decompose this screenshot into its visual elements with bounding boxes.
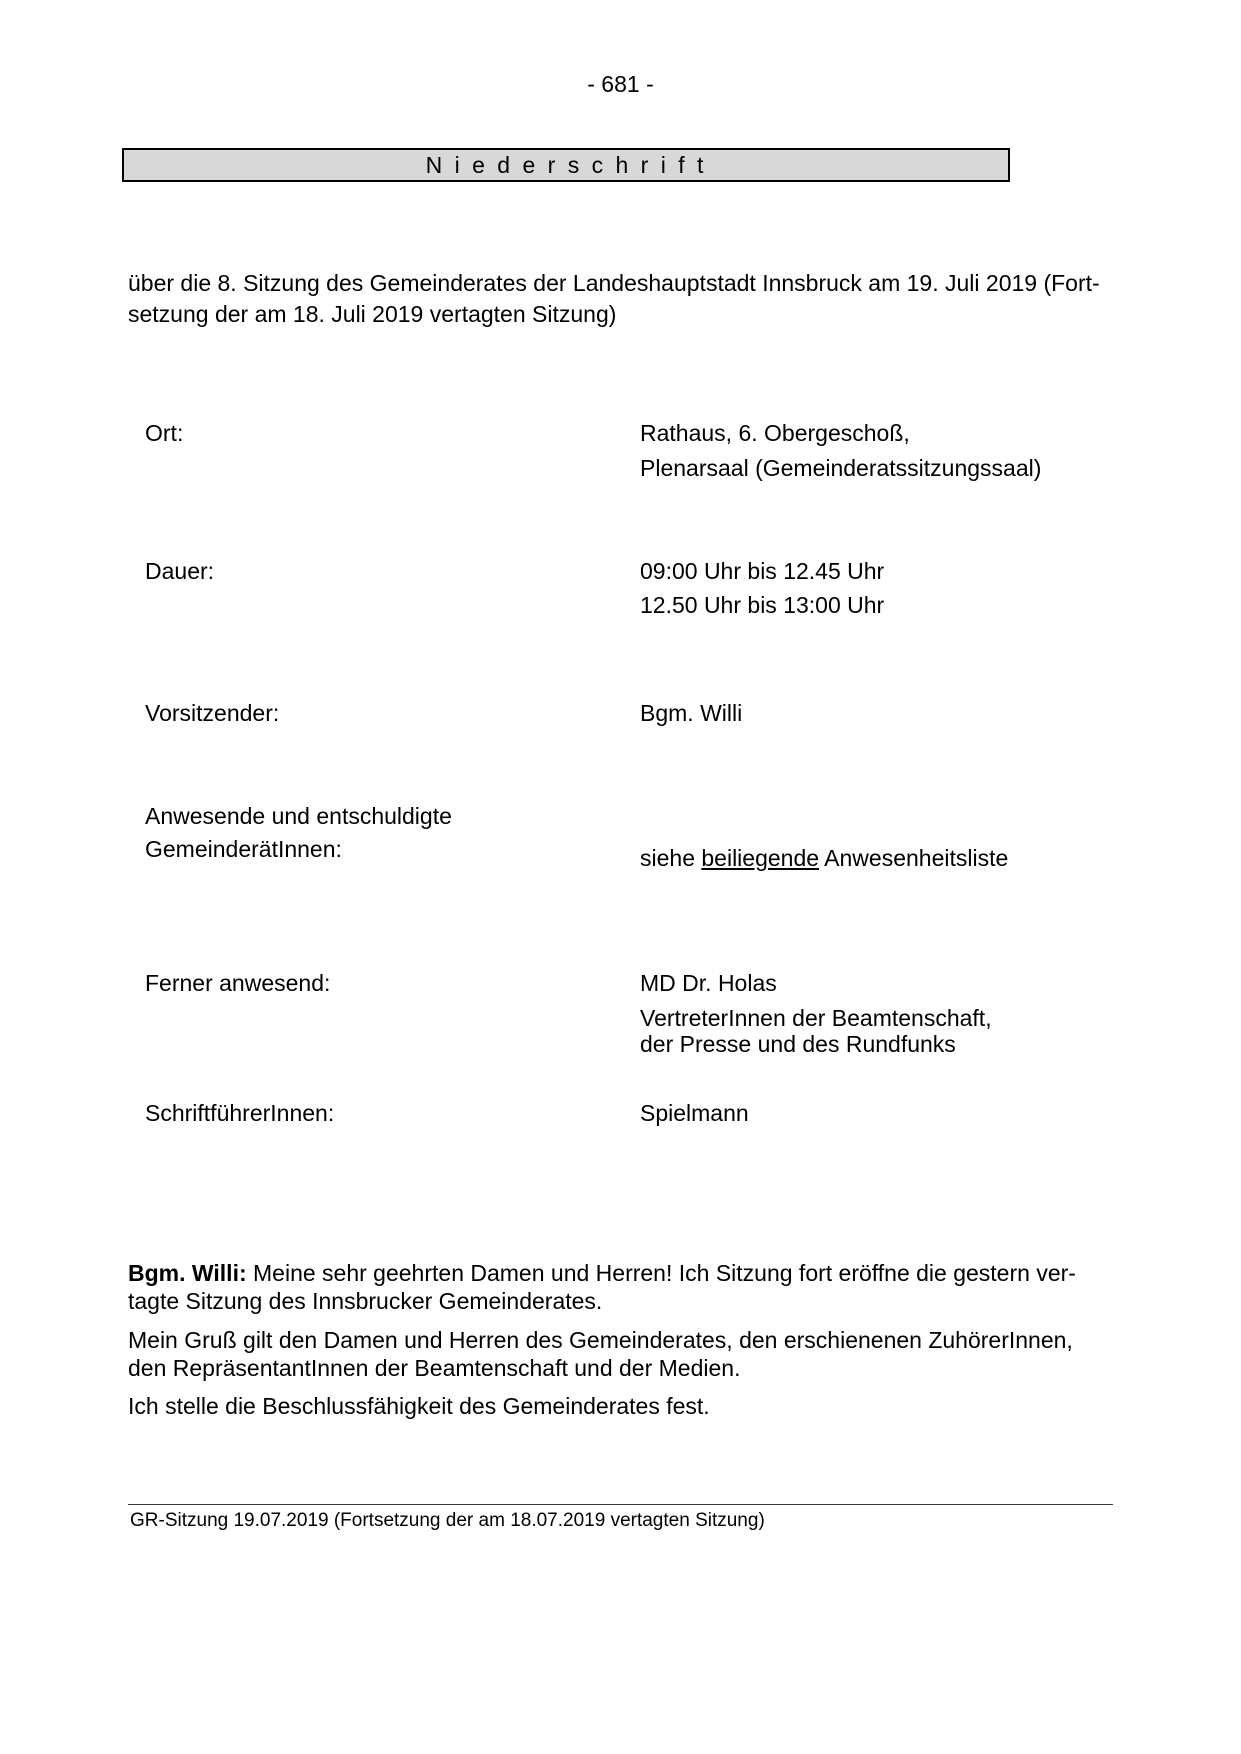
meta-value-ferner-line1: MD Dr. Holas xyxy=(640,970,777,996)
speech-line-1 xyxy=(128,1260,1076,1288)
meta-label-anwesende-line1: Anwesende und entschuldigte xyxy=(145,803,452,829)
meta-value-vorsitzender: Bgm. Willi xyxy=(640,700,743,726)
page-title: N i e d e r s c h r i f t xyxy=(425,151,707,178)
meta-label-schriftfuehrer: SchriftführerInnen: xyxy=(145,1100,335,1126)
footer-separator xyxy=(128,1504,1113,1505)
page-number: - 681 - xyxy=(587,71,654,97)
anwesende-value-post: Anwesenheitsliste xyxy=(819,845,1009,871)
speech-paragraph-3: Ich stelle die Beschlussfähigkeit des Gemeinderates fest. xyxy=(128,1393,710,1419)
meta-value-ort-line2: Plenarsaal (Gemeinderatssitzungssaal) xyxy=(640,455,1042,481)
intro-line-1: über die 8. Sitzung des Gemeinderates der Landeshauptstadt Innsbruck am 19. Juli 2019 (Fort- xyxy=(128,270,1100,296)
meta-value-ferner-line2: VertreterInnen der Beamtenschaft, xyxy=(640,1005,992,1031)
speech-line-2: tagte Sitzung des Innsbrucker Gemeinderates. xyxy=(128,1288,603,1314)
anwesende-value-underlined: beiliegende xyxy=(701,845,820,871)
meta-label-anwesende-line2: GemeinderätInnen: xyxy=(145,836,342,862)
meta-value-dauer-line2: 12.50 Uhr bis 13:00 Uhr xyxy=(640,592,885,618)
meta-label-ferner: Ferner anwesend: xyxy=(145,970,331,996)
meta-label-ort: Ort: xyxy=(145,420,184,446)
anwesende-value-pre: siehe xyxy=(640,845,702,871)
speech-line-1-text: Meine sehr geehrten Damen und Herren! Ich Sitzung fort eröffne die gestern ver- xyxy=(246,1260,1076,1286)
footer-text: GR-Sitzung 19.07.2019 (Fortsetzung der am 18.07.2019 vertagten Sitzung) xyxy=(130,1510,765,1531)
title-box xyxy=(122,148,1010,182)
speech-paragraph-2-line1: Mein Gruß gilt den Damen und Herren des Gemeinderates, den erschienenen ZuhörerInnen, xyxy=(128,1327,1073,1353)
meta-value-ferner-line3: der Presse und des Rundfunks xyxy=(640,1031,956,1057)
speaker-name: Bgm. Willi: xyxy=(128,1260,247,1286)
meta-value-schriftfuehrer: Spielmann xyxy=(640,1100,749,1126)
speech-paragraph-2-line2: den RepräsentantInnen der Beamtenschaft und der Medien. xyxy=(128,1355,741,1381)
meta-value-anwesende xyxy=(640,845,1008,873)
meta-label-vorsitzender: Vorsitzender: xyxy=(145,700,280,726)
intro-line-2: setzung der am 18. Juli 2019 vertagten Sitzung) xyxy=(128,301,617,327)
meta-label-dauer: Dauer: xyxy=(145,558,215,584)
meta-value-ort-line1: Rathaus, 6. Obergeschoß, xyxy=(640,420,910,446)
meta-value-dauer-line1: 09:00 Uhr bis 12.45 Uhr xyxy=(640,558,885,584)
